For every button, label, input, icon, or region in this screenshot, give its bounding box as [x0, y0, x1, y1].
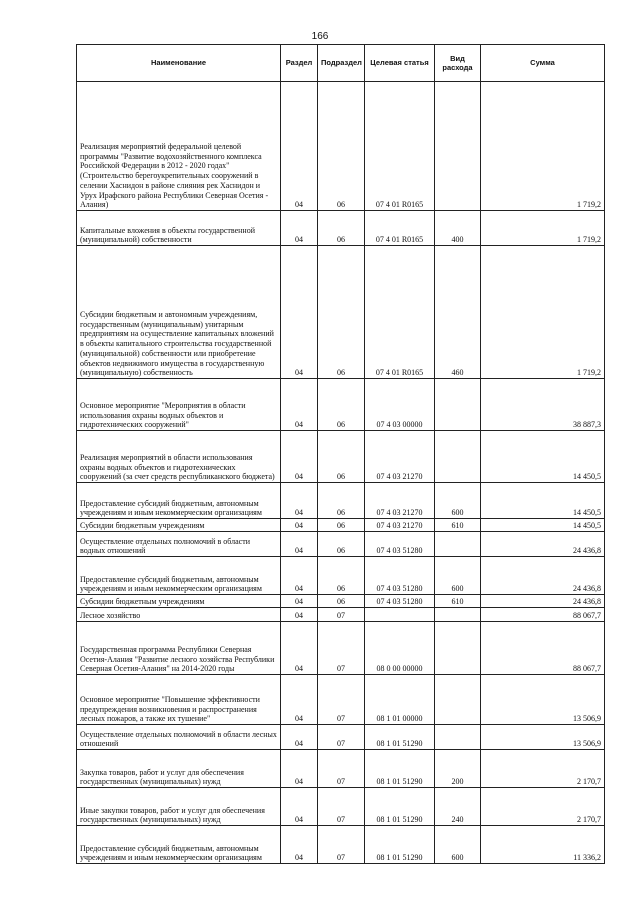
table-row [77, 826, 605, 864]
header-target: Целевая статья [365, 45, 435, 82]
row-target: 08 1 01 51290 [365, 788, 435, 826]
row-section: 04 [281, 82, 318, 211]
row-name [77, 557, 281, 595]
row-section: 04 [281, 379, 318, 431]
row-target: 08 1 01 00000 [365, 675, 435, 725]
row-sum: 1 719,2 [481, 82, 605, 211]
table-row [77, 725, 605, 750]
row-section: 04 [281, 483, 318, 519]
page-number: 166 [311, 31, 329, 42]
row-expense-type: 240 [435, 788, 481, 826]
row-name-text: Предоставление субсидий бюджетным, автономным учреждениям и иным некоммерческим организациям [80, 574, 262, 594]
row-section: 04 [281, 211, 318, 246]
row-name-text: Субсидии бюджетным учреждениям [80, 521, 205, 531]
row-expense-type: 460 [435, 246, 481, 379]
row-expense-type: 600 [435, 826, 481, 864]
row-expense-type: 600 [435, 557, 481, 595]
row-sum: 1 719,2 [481, 246, 605, 379]
row-target: 08 1 01 51290 [365, 725, 435, 750]
table-row [77, 379, 605, 431]
row-name [77, 675, 281, 725]
header-row [77, 45, 605, 82]
row-sum: 11 336,2 [481, 826, 605, 864]
row-sum: 2 170,7 [481, 788, 605, 826]
row-expense-type [435, 725, 481, 750]
row-expense-type [435, 608, 481, 622]
row-section: 04 [281, 826, 318, 864]
table-row [77, 595, 605, 608]
row-name-text: Основное мероприятие "Мероприятия в области использования охраны водных объектов и гидротехнических сооружений" [80, 400, 246, 430]
table-row [77, 675, 605, 725]
table-row [77, 557, 605, 595]
row-sum: 24 436,8 [481, 557, 605, 595]
row-subsection: 06 [318, 379, 365, 431]
row-name [77, 826, 281, 864]
row-sum: 14 450,5 [481, 483, 605, 519]
row-name [77, 622, 281, 675]
header-section: Раздел [281, 45, 318, 82]
table-row [77, 750, 605, 788]
row-expense-type: 610 [435, 519, 481, 532]
row-name-text: Осуществление отдельных полномочий в области водных отношений [80, 536, 250, 556]
header-expense-type: Вид расхода [435, 45, 481, 82]
row-name [77, 483, 281, 519]
row-target: 07 4 01 R0165 [365, 211, 435, 246]
row-target: 08 1 01 51290 [365, 750, 435, 788]
row-target: 07 4 03 21270 [365, 431, 435, 483]
row-target: 07 4 01 R0165 [365, 82, 435, 211]
row-name [77, 532, 281, 557]
table-row [77, 532, 605, 557]
row-name-text: Предоставление субсидий бюджетным, автономным учреждениям и иным некоммерческим организациям [80, 498, 262, 518]
row-name-text: Государственная программа Республики Северная Осетия-Алания "Развитие лесного хозяйства Республики Северная Осетия-Алания" на 2014-2020 годы [80, 644, 275, 674]
row-section: 04 [281, 595, 318, 608]
row-target: 07 4 03 51280 [365, 595, 435, 608]
row-subsection: 06 [318, 519, 365, 532]
row-sum: 24 436,8 [481, 595, 605, 608]
row-sum: 1 719,2 [481, 211, 605, 246]
row-target: 07 4 03 21270 [365, 519, 435, 532]
row-subsection: 07 [318, 750, 365, 788]
row-subsection: 06 [318, 557, 365, 595]
table-row [77, 622, 605, 675]
row-section: 04 [281, 788, 318, 826]
row-name-text: Реализация мероприятий в области использования охраны водных объектов и гидротехнических сооружений (за счет средств республиканского бюджета) [80, 452, 275, 482]
row-name [77, 519, 281, 532]
row-name [77, 788, 281, 826]
row-subsection: 07 [318, 622, 365, 675]
row-name [77, 725, 281, 750]
row-name [77, 82, 281, 211]
row-sum: 2 170,7 [481, 750, 605, 788]
row-expense-type: 600 [435, 483, 481, 519]
row-section: 04 [281, 519, 318, 532]
row-name-text: Субсидии бюджетным и автономным учреждениям, государственным (муниципальным) унитарным предприятиям на осуществление капитальных вложений в объекты капитального строительства государственной (муниципальной) собственности или приобретение объектов недвижимого имущества в государственную (муниципальную) собственность [80, 309, 274, 378]
row-name-text: Субсидии бюджетным учреждениям [80, 597, 205, 607]
row-expense-type: 200 [435, 750, 481, 788]
row-section: 04 [281, 532, 318, 557]
table-row [77, 519, 605, 532]
table-row [77, 82, 605, 211]
row-sum: 13 506,9 [481, 675, 605, 725]
row-subsection: 06 [318, 532, 365, 557]
row-subsection: 06 [318, 246, 365, 379]
row-expense-type [435, 379, 481, 431]
table-row [77, 246, 605, 379]
row-subsection: 06 [318, 82, 365, 211]
header-sum: Сумма [481, 45, 605, 82]
row-name [77, 379, 281, 431]
row-name-text: Реализация мероприятий федеральной целевой программы "Развитие водохозяйственного комплекса Российской Федерации в 2012 - 2020 годах" (Строительство берегоукрепительных сооружений в селении Хаснидон в районе слияния рек Хаснидон и Урух Ирафского района Республики Северная Осетия - Алания) [80, 141, 269, 210]
row-expense-type [435, 431, 481, 483]
row-expense-type [435, 82, 481, 211]
row-section: 04 [281, 431, 318, 483]
budget-table [76, 44, 605, 864]
row-sum: 24 436,8 [481, 532, 605, 557]
row-section: 04 [281, 557, 318, 595]
row-name-text: Лесное хозяйство [80, 611, 141, 621]
row-name [77, 608, 281, 622]
row-name [77, 595, 281, 608]
row-subsection: 06 [318, 595, 365, 608]
row-subsection: 06 [318, 211, 365, 246]
table-row [77, 483, 605, 519]
row-expense-type [435, 622, 481, 675]
row-expense-type: 400 [435, 211, 481, 246]
header-subsection: Подраздел [318, 45, 365, 82]
row-name-text: Иные закупки товаров, работ и услуг для обеспечения государственных (муниципальных) нужд [80, 805, 265, 825]
row-section: 04 [281, 622, 318, 675]
row-name-text: Основное мероприятие "Повышение эффективности предупреждения возникновения и распространения лесных пожаров, а также их тушение" [80, 694, 260, 724]
row-name [77, 246, 281, 379]
row-name-text: Капитальные вложения в объекты государственной (муниципальной) собственности [80, 225, 255, 245]
table-row [77, 788, 605, 826]
row-name-text: Закупка товаров, работ и услуг для обеспечения государственных (муниципальных) нужд [80, 767, 244, 787]
row-target: 08 1 01 51290 [365, 826, 435, 864]
row-section: 04 [281, 750, 318, 788]
row-subsection: 06 [318, 431, 365, 483]
row-target: 07 4 03 21270 [365, 483, 435, 519]
table-row [77, 211, 605, 246]
row-section: 04 [281, 675, 318, 725]
row-subsection: 07 [318, 725, 365, 750]
row-subsection: 06 [318, 483, 365, 519]
row-subsection: 07 [318, 826, 365, 864]
row-target: 08 0 00 00000 [365, 622, 435, 675]
row-subsection: 07 [318, 788, 365, 826]
row-target [365, 608, 435, 622]
row-name [77, 750, 281, 788]
row-sum: 88 067,7 [481, 622, 605, 675]
row-expense-type [435, 532, 481, 557]
table-row [77, 608, 605, 622]
row-section: 04 [281, 608, 318, 622]
row-name [77, 211, 281, 246]
row-target: 07 4 01 R0165 [365, 246, 435, 379]
row-expense-type: 610 [435, 595, 481, 608]
row-sum: 88 067,7 [481, 608, 605, 622]
row-name-text: Предоставление субсидий бюджетным, автономным учреждениям и иным некоммерческим организациям [80, 843, 262, 863]
row-target: 07 4 03 00000 [365, 379, 435, 431]
row-sum: 14 450,5 [481, 431, 605, 483]
row-sum: 14 450,5 [481, 519, 605, 532]
row-sum: 38 887,3 [481, 379, 605, 431]
row-sum: 13 506,9 [481, 725, 605, 750]
row-name-text: Осуществление отдельных полномочий в области лесных отношений [80, 729, 277, 749]
header-name: Наименование [77, 45, 281, 82]
table-row [77, 431, 605, 483]
row-subsection: 07 [318, 675, 365, 725]
row-section: 04 [281, 246, 318, 379]
row-expense-type [435, 675, 481, 725]
row-name [77, 431, 281, 483]
row-target: 07 4 03 51280 [365, 557, 435, 595]
row-target: 07 4 03 51280 [365, 532, 435, 557]
row-subsection: 07 [318, 608, 365, 622]
row-section: 04 [281, 725, 318, 750]
